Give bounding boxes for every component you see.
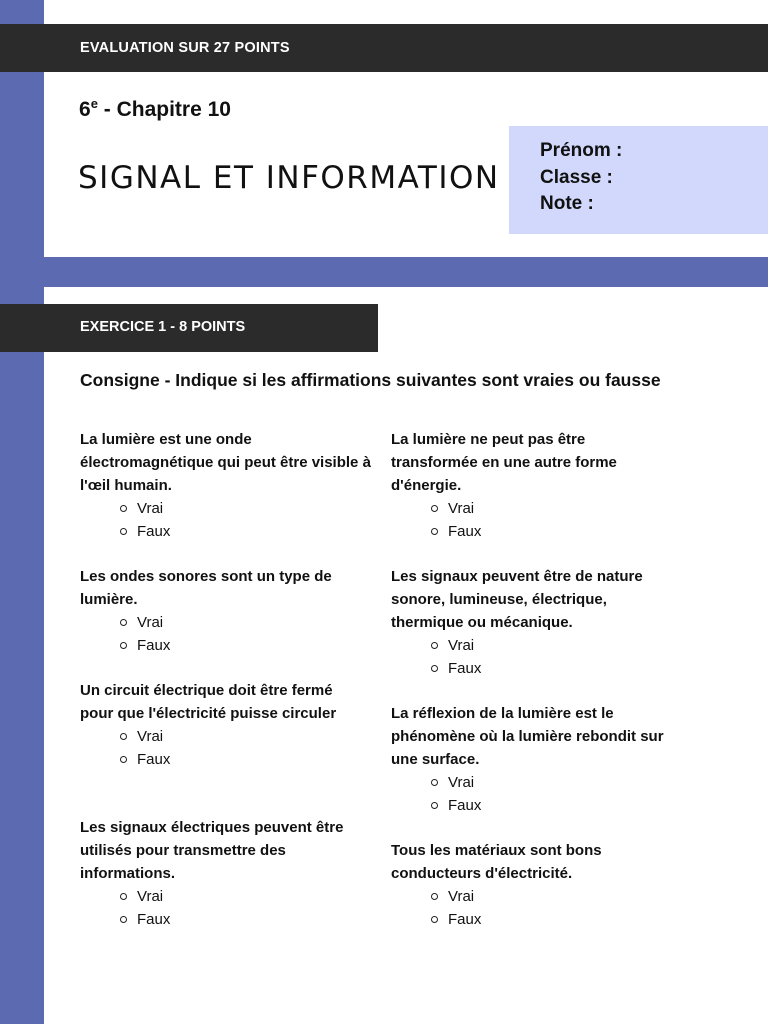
left-accent-bar	[0, 0, 44, 1024]
option-vrai[interactable]: Vrai	[391, 497, 661, 520]
option-vrai[interactable]: Vrai	[391, 771, 691, 794]
circle-bullet-icon	[120, 619, 127, 626]
exercise-banner: EXERCICE 1 - 8 POINTS	[0, 304, 378, 352]
circle-bullet-icon	[431, 505, 438, 512]
circle-bullet-icon	[120, 893, 127, 900]
evaluation-banner: EVALUATION SUR 27 POINTS	[0, 24, 768, 72]
circle-bullet-icon	[431, 642, 438, 649]
question-4	[80, 816, 350, 931]
option-faux[interactable]: Faux	[391, 794, 691, 817]
circle-bullet-icon	[120, 505, 127, 512]
question-5	[391, 428, 661, 543]
divider-band	[0, 257, 768, 287]
question-7	[391, 702, 691, 817]
circle-bullet-icon	[120, 528, 127, 535]
option-faux[interactable]: Faux	[80, 520, 380, 543]
circle-bullet-icon	[431, 893, 438, 900]
question-8	[391, 839, 641, 931]
page-title: SIGNAL ET INFORMATION	[78, 160, 500, 196]
option-vrai[interactable]: Vrai	[80, 725, 360, 748]
circle-bullet-icon	[431, 779, 438, 786]
option-faux[interactable]: Faux	[391, 908, 641, 931]
option-vrai[interactable]: Vrai	[80, 885, 350, 908]
circle-bullet-icon	[431, 665, 438, 672]
classe-label: Classe :	[540, 166, 613, 188]
option-vrai[interactable]: Vrai	[80, 611, 340, 634]
question-statement: Les ondes sonores sont un type de lumière.	[80, 568, 332, 608]
circle-bullet-icon	[431, 528, 438, 535]
option-faux[interactable]: Faux	[80, 634, 340, 657]
chapter-label: - Chapitre 10	[97, 98, 231, 121]
grade-number: 6	[79, 98, 91, 121]
question-1	[80, 428, 380, 543]
question-statement: La réflexion de la lumière est le phénomène où la lumière rebondit sur une surface.	[391, 705, 664, 768]
option-faux[interactable]: Faux	[80, 748, 360, 771]
question-3	[80, 679, 360, 771]
note-label: Note :	[540, 193, 594, 214]
question-statement: La lumière ne peut pas être transformée en une autre forme d'énergie.	[391, 431, 617, 494]
circle-bullet-icon	[120, 916, 127, 923]
option-faux[interactable]: Faux	[391, 520, 661, 543]
option-vrai[interactable]: Vrai	[80, 497, 380, 520]
option-faux[interactable]: Faux	[80, 908, 350, 931]
circle-bullet-icon	[120, 733, 127, 740]
option-vrai[interactable]: Vrai	[391, 885, 641, 908]
question-statement: Les signaux peuvent être de nature sonore, lumineuse, électrique, thermique ou mécanique.	[391, 568, 643, 631]
chapter-heading	[79, 96, 231, 122]
question-6	[391, 565, 681, 680]
instructions: Consigne - Indique si les affirmations suivantes sont vraies ou fausse	[80, 370, 661, 390]
option-vrai[interactable]: Vrai	[391, 634, 681, 657]
prenom-label: Prénom :	[540, 140, 623, 161]
question-2	[80, 565, 340, 657]
student-info-box	[509, 126, 768, 234]
circle-bullet-icon	[120, 756, 127, 763]
grade-superscript: e	[90, 96, 98, 111]
question-statement: Un circuit électrique doit être fermé pour que l'électricité puisse circuler	[80, 682, 337, 722]
circle-bullet-icon	[431, 916, 438, 923]
circle-bullet-icon	[431, 802, 438, 809]
question-statement: La lumière est une onde électromagnétique qui peut être visible à l'œil humain.	[80, 431, 371, 494]
question-statement: Les signaux électriques peuvent être utilisés pour transmettre des informations.	[80, 819, 344, 882]
option-faux[interactable]: Faux	[391, 657, 681, 680]
circle-bullet-icon	[120, 642, 127, 649]
question-statement: Tous les matériaux sont bons conducteurs d'électricité.	[391, 842, 602, 882]
